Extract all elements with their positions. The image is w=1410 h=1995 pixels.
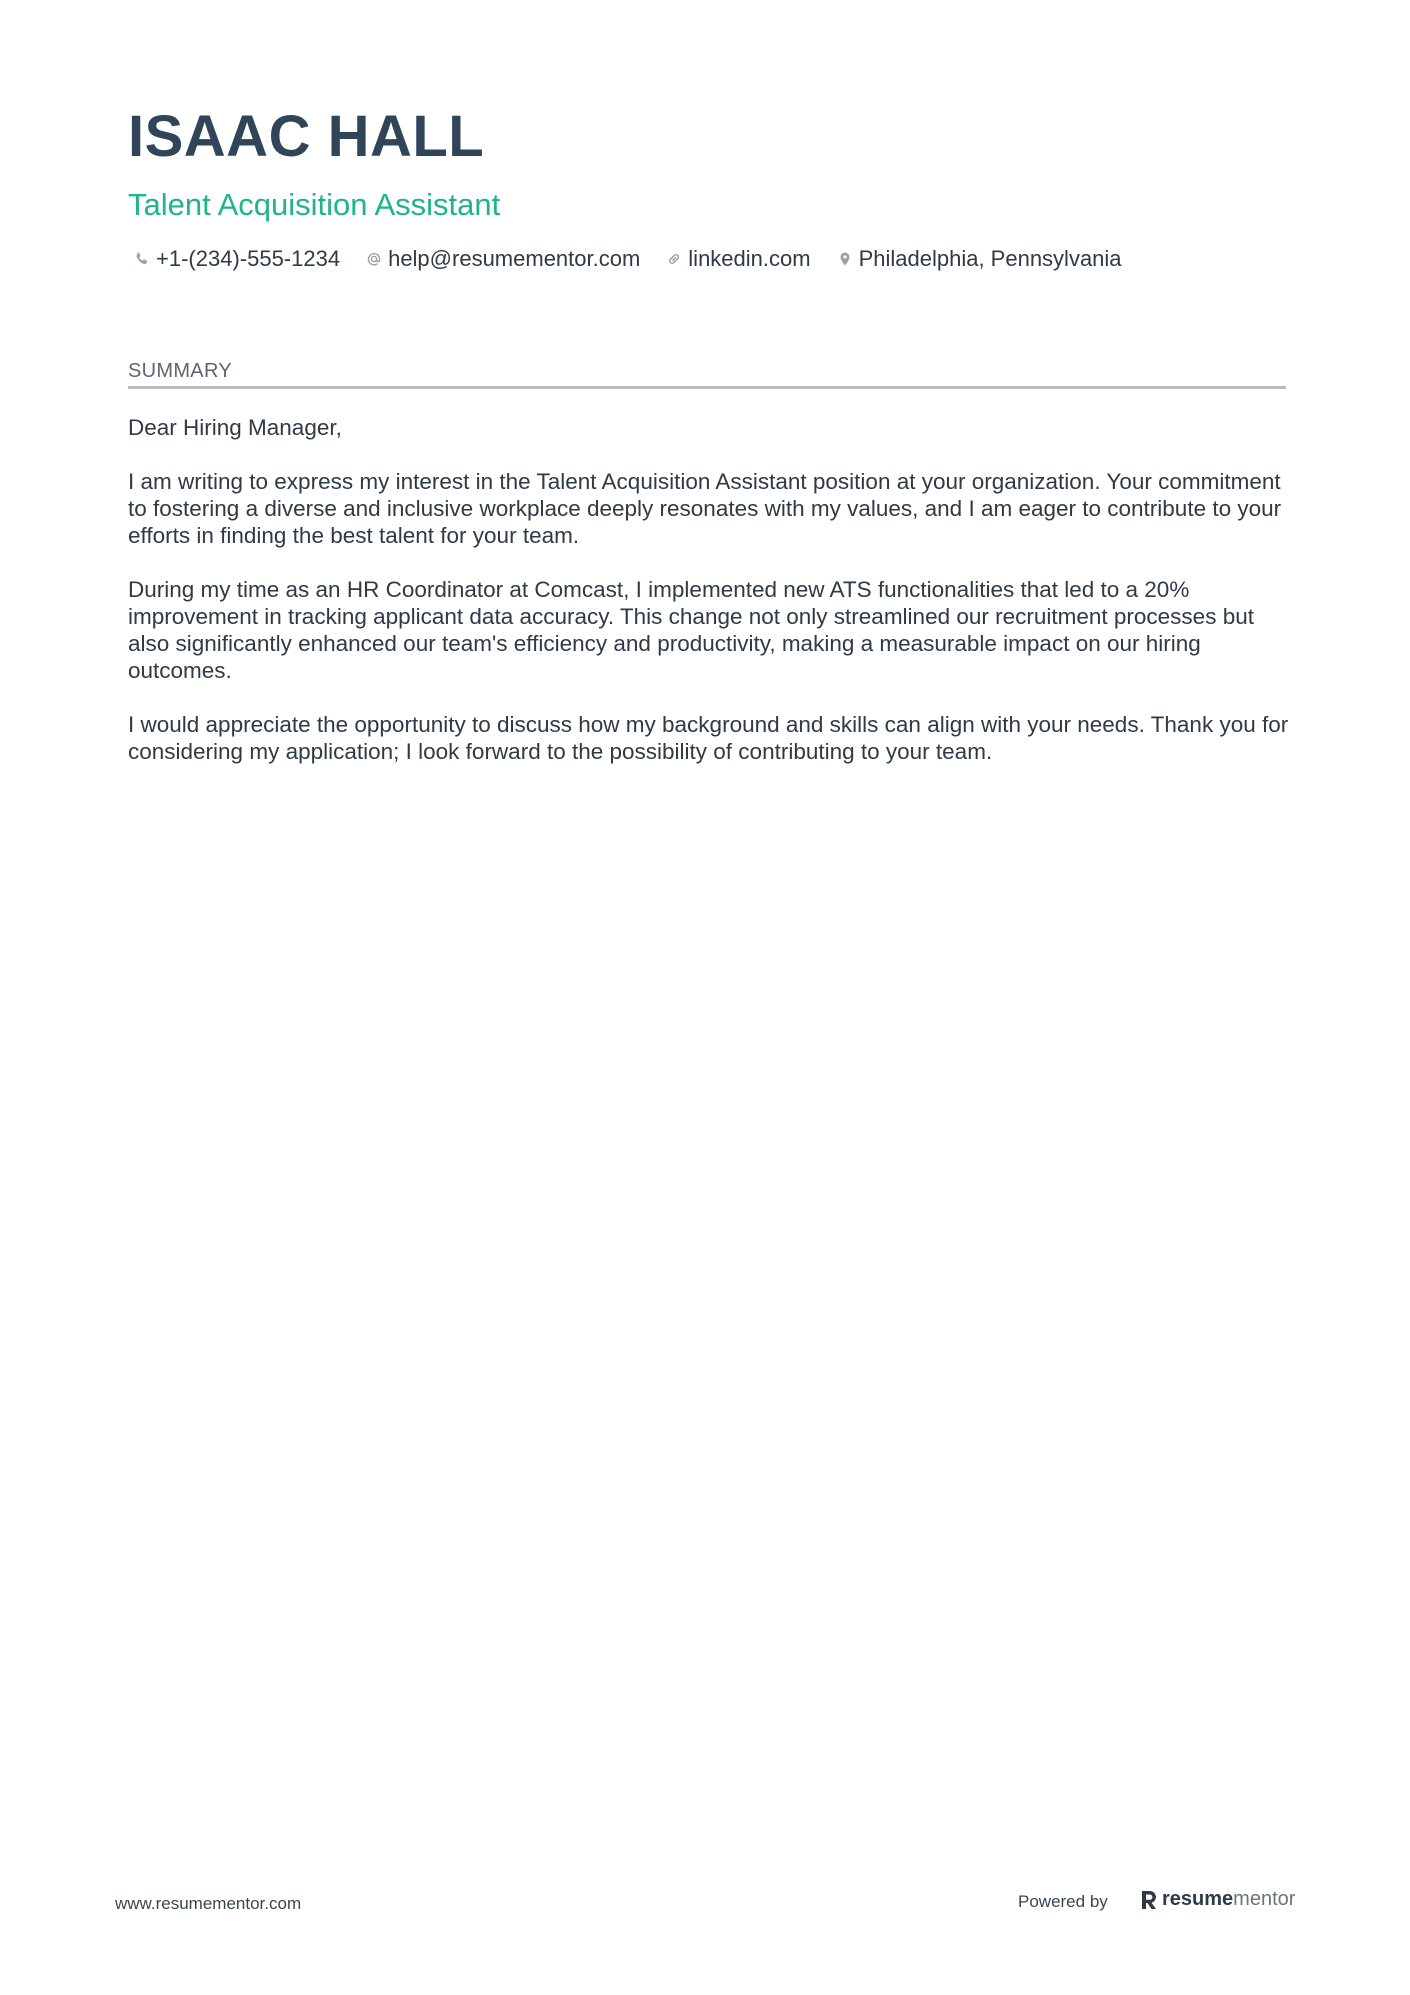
contact-location: [837, 246, 1122, 272]
body-paragraph-2: During my time as an HR Coordinator at Comcast, I implemented new ATS functionalities that led to a 20% improvement in tracking applicant data accuracy. This change not only streamlined our recruitment processes but also significantly enhanced our team's efficiency and productivity, making a measurable impact on our hiring outcomes.: [128, 577, 1254, 683]
brand-name-light: mentor: [1233, 1888, 1296, 1910]
body-paragraph-3: I would appreciate the opportunity to discuss how my background and skills can align with your needs. Thank you for considering my application; I look forward to the possibility of contributing to your team.: [128, 712, 1289, 764]
phone-icon: [134, 251, 150, 267]
contact-linkedin: [666, 246, 810, 272]
location-text: Philadelphia, Pennsylvania: [858, 246, 1122, 271]
section-divider: [128, 386, 1286, 389]
contact-phone: [134, 246, 340, 272]
brand-name-bold: resume: [1162, 1888, 1234, 1910]
candidate-title: Talent Acquisition Assistant: [128, 187, 501, 222]
link-icon: [666, 251, 682, 267]
summary-heading: SUMMARY: [128, 360, 232, 382]
resumementor-logo-icon: [1140, 1889, 1158, 1911]
letter-body: [128, 414, 1298, 792]
contact-bar: [134, 246, 1122, 272]
location-pin-icon: [837, 251, 853, 267]
linkedin-text: linkedin.com: [688, 246, 811, 271]
at-sign-icon: [366, 251, 382, 267]
brand-logo[interactable]: [1140, 1888, 1295, 1911]
email-text: help@resumementor.com: [388, 246, 641, 271]
footer-website[interactable]: www.resumementor.com: [115, 1894, 302, 1913]
candidate-name: ISAAC HALL: [128, 104, 485, 169]
phone-text: +1-(234)-555-1234: [156, 246, 341, 271]
contact-email: [366, 246, 640, 272]
powered-by-label: Powered by: [1018, 1892, 1108, 1911]
salutation: Dear Hiring Manager,: [128, 415, 342, 440]
body-paragraph-1: I am writing to express my interest in the Talent Acquisition Assistant position at your organization. Your commitment to fostering a diverse and inclusive workplace deeply resonates with my values, and I am eager to contribute to your efforts in finding the best talent for your team.: [128, 469, 1282, 548]
